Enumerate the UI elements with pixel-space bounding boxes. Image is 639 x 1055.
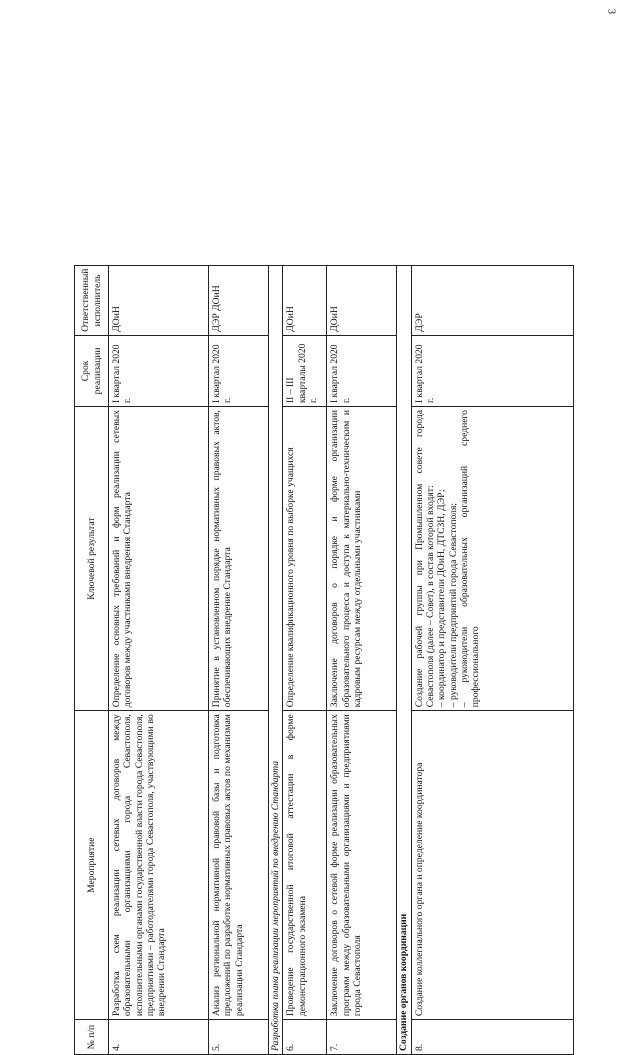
row-responsible: ДОиН [109,266,209,336]
row-result [411,407,573,711]
row-responsible: ДОиН [283,266,327,336]
table-row [327,266,397,1055]
table-row [109,266,209,1055]
document-table-sheet [74,265,574,1055]
row-result: Принятие в установленном порядке нормативных правовых актов, обеспечивающих внедрение Стандарта [209,407,269,711]
row-result-item: – координатор и представители ДОиН, ДТСЗН, ДЭР; [436,489,448,708]
row-term: I квартал 2020 г. [109,335,209,406]
table-row [283,266,327,1055]
row-num: 5. [209,1020,269,1055]
section-plan: Разработка плана реализации мероприятий по внедрению Стандарта [269,266,283,1055]
header-num: № п/п [75,1020,109,1055]
row-action: Разработка схем реализации сетевых договоров между образовательными организациями города Севастополя, исполнительными органами государственной власти города Севастополя, предприятиями – работодателями города Севастополя, участвующими во внедрении Стандарта [109,711,209,1020]
section-coordination: Создание органов координации [397,266,411,1055]
page-number: 3 [605,9,617,14]
row-result-intro: Создание рабочей группы при Промышленном совете города Севастополя (далее – Совет), в состав которой входят: [413,410,436,708]
row-term: II – III кварталы 2020 г. [283,335,327,406]
table-row [411,266,573,1055]
header-result: Ключевой результат [75,407,109,711]
row-term: I квартал 2020 г. [327,335,397,406]
row-action: Анализ региональной нормативной правовой базы и подготовка предложений по разработке нормативных правовых актов по механизмам реализации Стандарта [209,711,269,1020]
row-num: 4. [109,1020,209,1055]
row-responsible: ДЭР [411,266,573,336]
row-result-item: – руководители предприятий города Севастополя; [447,502,459,708]
row-term: I квартал 2020 г. [411,335,573,406]
header-responsible: Ответственный исполнитель [75,266,109,336]
section-row [269,266,283,1055]
row-responsible: ДОиН [327,266,397,336]
row-action: Заключение договоров о сетевой форме реализации образовательных программ между образовательными организациями и предприятиями города Севастополя [327,711,397,1020]
row-num: 7. [327,1020,397,1055]
section-row [397,266,411,1055]
row-term: I квартал 2020 г. [209,335,269,406]
action-plan-table [74,265,574,1055]
row-action: Проведение государственной итоговой аттестации в форме демонстрационного экзамена [283,711,327,1020]
row-result-item: – руководители образовательных организаций среднего профессионального [458,410,482,708]
row-result: Заключение договоров о порядке и форме организации образовательного процесса и доступа к материально-техническим и кадровым ресурсам между отдельными участниками [327,407,397,711]
row-result: Определение основных требований и форм реализации сетевых договоров между участниками внедрения Стандарта [109,407,209,711]
row-action: Создание коллегиального органа и определение координатора [411,711,573,1020]
row-result: Определение квалификационного уровня по выборке учащихся [283,407,327,711]
row-responsible: ДЭР ДОиН [209,266,269,336]
table-header-row [75,266,109,1055]
header-term: Срок реализации [75,335,109,406]
row-num: 6. [283,1020,327,1055]
table-row [209,266,269,1055]
row-num: 8. [411,1020,573,1055]
header-action: Мероприятие [75,711,109,1020]
